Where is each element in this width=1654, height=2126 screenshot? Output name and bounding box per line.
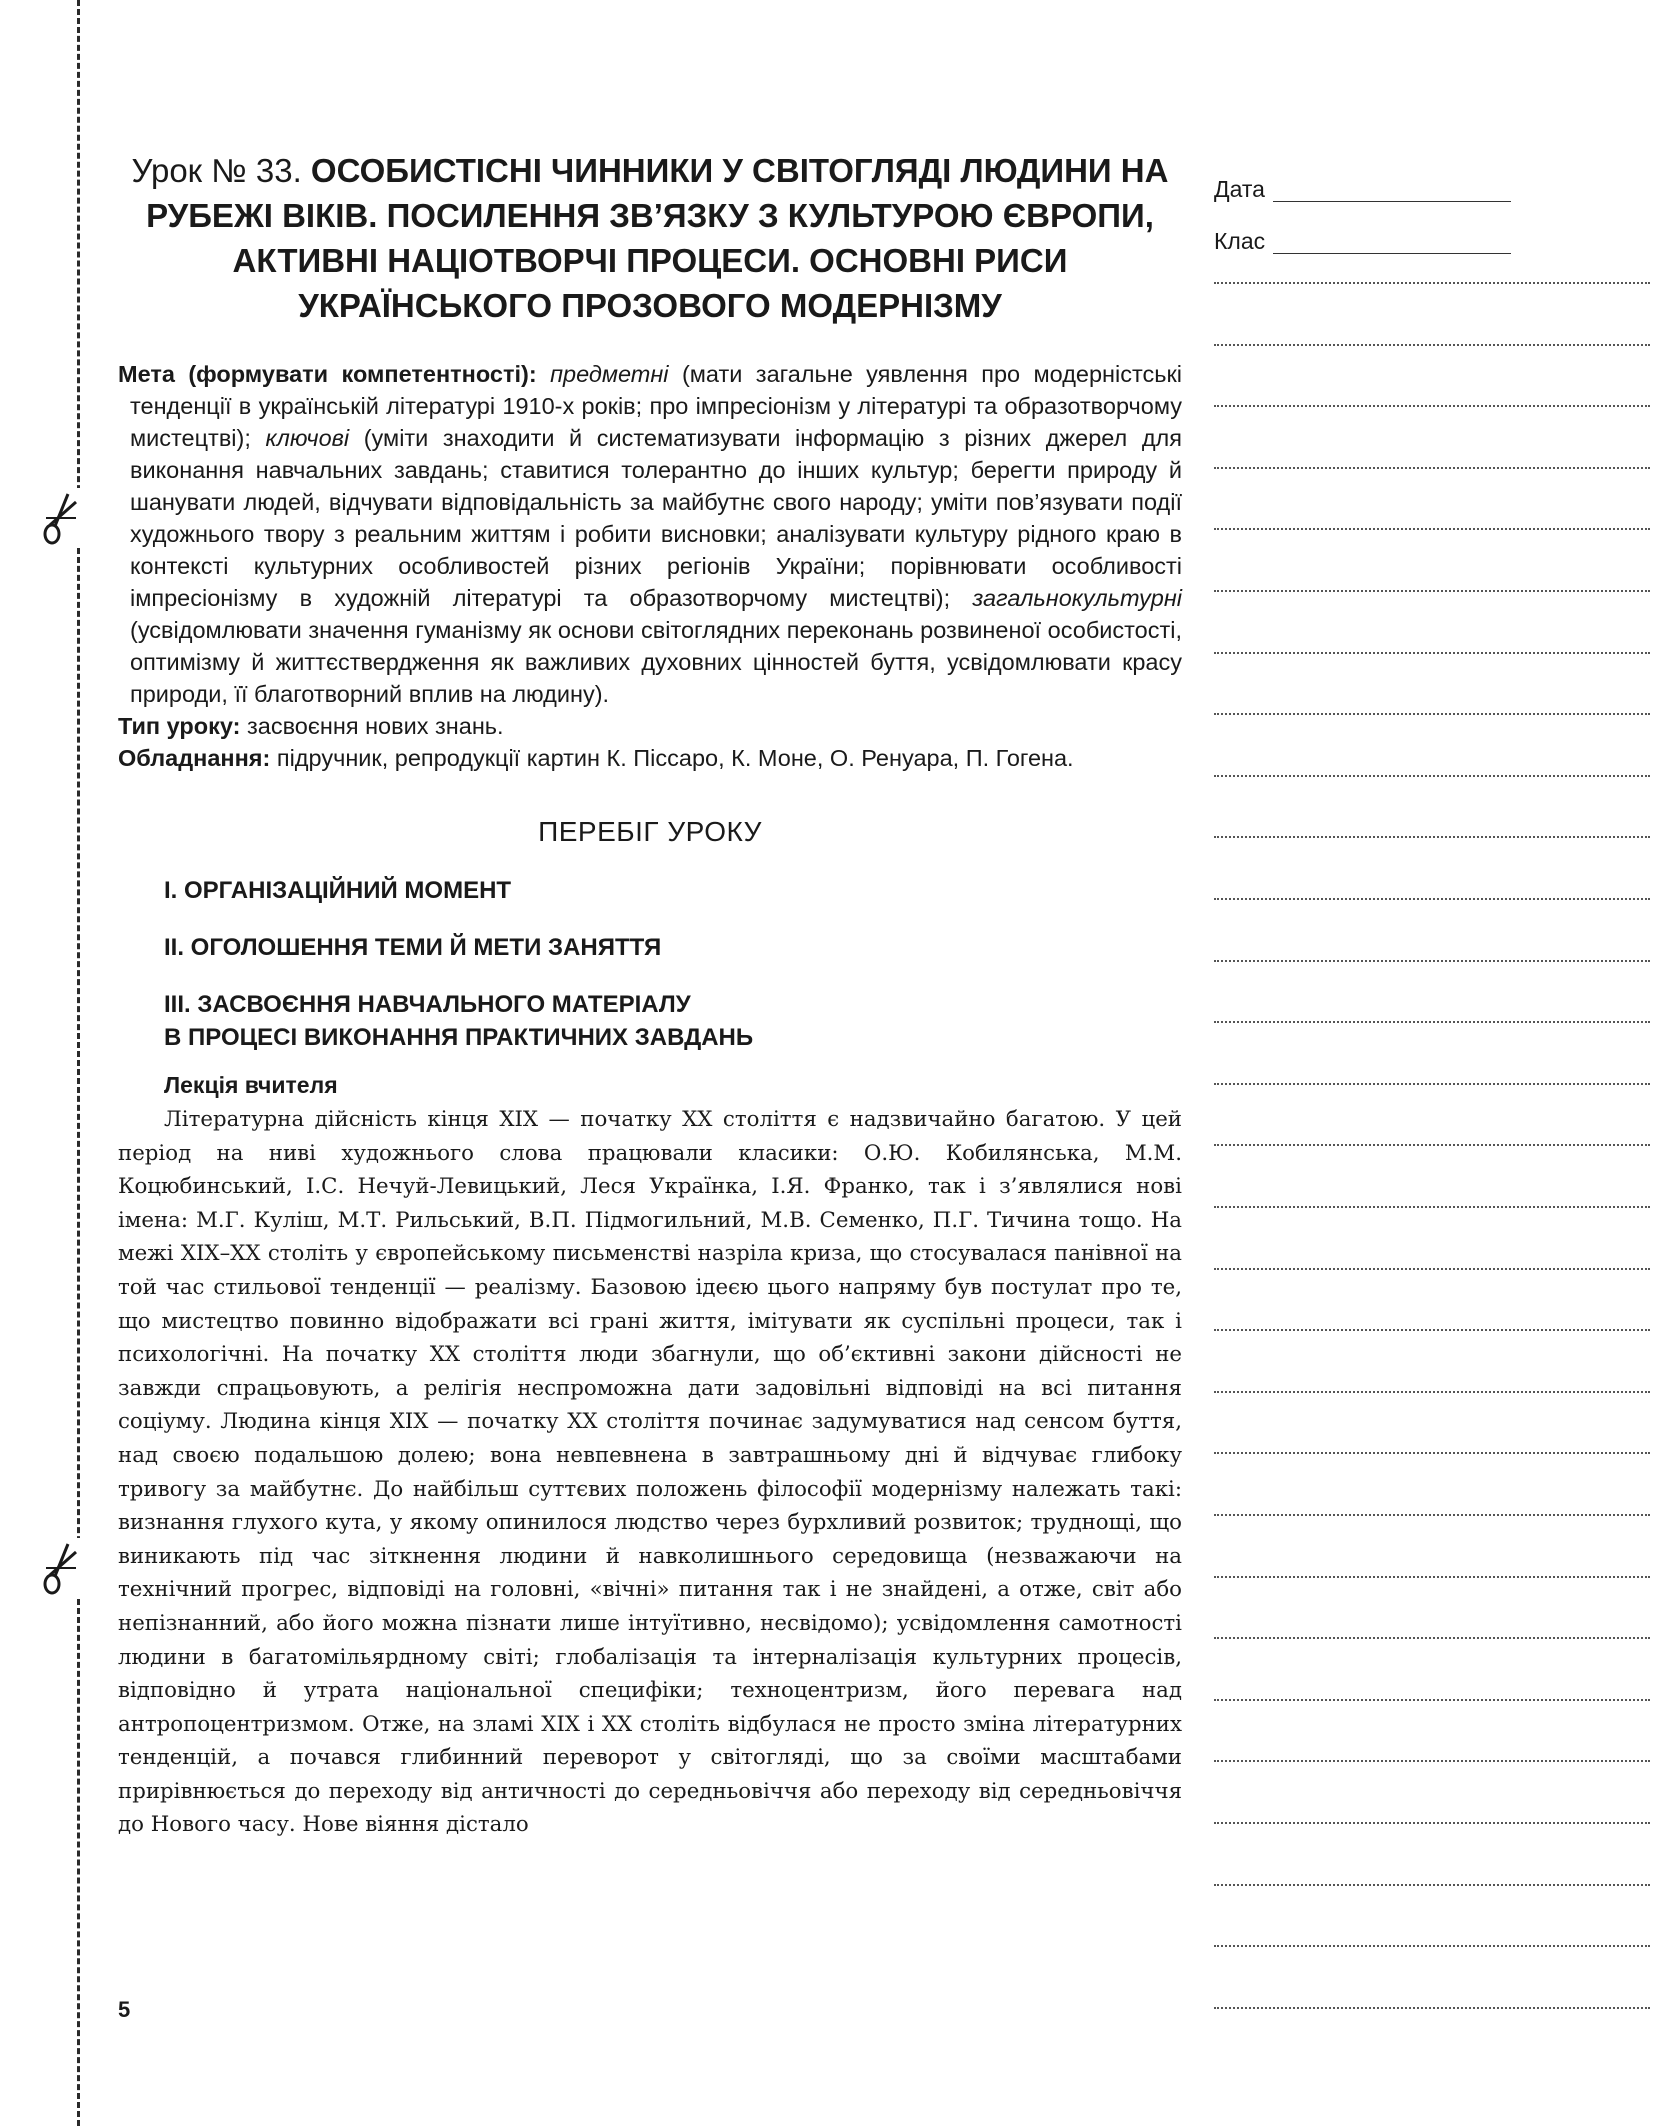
lesson-title-text: ОСОБИСТІСНІ ЧИННИКИ У СВІТОГЛЯДІ ЛЮДИНИ НА РУБЕЖІ ВІКІВ. ПОСИЛЕННЯ ЗВ’ЯЗКУ З КУЛЬТУРОЮ ЄВРОПИ, АКТИВНІ НАЦІОТВОРЧІ ПРОЦЕСИ. ОСНОВНІ РИСИ УКРАЇНСЬКОГО ПРОЗОВОГО МОДЕРНІЗМУ [146, 152, 1169, 324]
general-text: (усвідомлювати значення гуманізму як основи світоглядних переконань розвиненої особистості, оптимізму й життєствердження як важливих духовних цінностей буття, усвідомлювати красу природи, її благотворний вплив на людину). [130, 617, 1182, 707]
note-line[interactable] [1214, 1144, 1650, 1146]
note-line[interactable] [1214, 467, 1650, 469]
note-line[interactable] [1214, 282, 1650, 284]
note-line[interactable] [1214, 344, 1650, 346]
note-line[interactable] [1214, 1391, 1650, 1393]
lesson-number: Урок № 33. [131, 152, 302, 189]
note-line[interactable] [1214, 590, 1650, 592]
goal-label: Мета (формувати компетентності): [118, 361, 537, 387]
equipment-label: Обладнання: [118, 745, 271, 771]
lesson-type [118, 710, 1182, 742]
date-label: Дата [1214, 176, 1265, 202]
section-organizational: І. ОРГАНІЗАЦІЙНИЙ МОМЕНТ [164, 877, 512, 904]
note-line[interactable] [1214, 405, 1650, 407]
goal-paragraph [118, 358, 1182, 710]
scissors-icon [38, 1538, 84, 1598]
class-label: Клас [1214, 228, 1266, 254]
note-line[interactable] [1214, 1822, 1650, 1824]
subject-label: предметні [550, 361, 669, 387]
cut-line [77, 0, 80, 2126]
class-field [1214, 202, 1654, 254]
section-material [164, 988, 1182, 1054]
type-label: Тип уроку: [118, 713, 241, 739]
type-text: засвоєння нових знань. [246, 713, 504, 739]
subject-text: (мати загальне уявлення про модерністські тенденції в українській літературі 1910-х років; про імпресіонізм у літературі та образотворчому мистецтві); [130, 361, 1183, 451]
note-line[interactable] [1214, 1514, 1650, 1516]
note-line[interactable] [1214, 1760, 1650, 1762]
section-topic: ІІ. ОГОЛОШЕННЯ ТЕМИ Й МЕТИ ЗАНЯТТЯ [164, 934, 662, 961]
note-line[interactable] [1214, 713, 1650, 715]
lesson-title [118, 148, 1182, 328]
note-line[interactable] [1214, 1452, 1650, 1454]
note-line[interactable] [1214, 1576, 1650, 1578]
note-line[interactable] [1214, 1884, 1650, 1886]
sidebar [1214, 150, 1654, 254]
note-line[interactable] [1214, 960, 1650, 962]
equipment [118, 742, 1182, 774]
date-blank[interactable] [1273, 179, 1511, 202]
note-line[interactable] [1214, 528, 1650, 530]
main-content [118, 148, 1182, 1842]
note-line[interactable] [1214, 2007, 1650, 2009]
note-line[interactable] [1214, 1699, 1650, 1701]
class-blank[interactable] [1273, 231, 1511, 254]
lesson-meta [118, 358, 1182, 774]
key-label: ключові [265, 425, 350, 451]
note-line[interactable] [1214, 1268, 1650, 1270]
course-heading: ПЕРЕБІГ УРОКУ [538, 816, 762, 847]
general-label: загальнокультурні [972, 585, 1183, 611]
lecture-text: Літературна дійсність кінця ХІХ — початку ХХ століття є надзвичайно багатою. У цей період на ниві художнього слова працювали класики: О.Ю. Кобилянська, М.М. Коцюбинський, І.С. Нечуй-Левицький, Леся Українка, І.Я. Франко, так і з’являлися нові імена: М.Г. Куліш, М.Т. Рильський, В.П. Підмогильний, М.В. Семенко, П.Г. Тичина тощо. На межі ХІХ–ХХ століть у європейському письменстві назріла криза, що стосувалася панівної на той час стильової тенденції — реалізму. Базовою ідеєю цього напряму був постулат про те, що мистецтво повинно відображати всі грані життя, імітувати як суспільні процеси, так і психологічні. На початку ХХ століття люди збагнули, що об’єктивні закони дійсності не завжди спрацьовують, а релігія неспроможна дати задовільні відповіді на всі питання соціуму. Людина кінця ХІХ — початку ХХ століття починає задумуватися над сенсом буття, над своєю подальшою долею; вона невпевнена в завтрашньому дні й відчуває глибоку тривогу за майбутнє. До найбільш суттєвих положень філософії модернізму належать такі: визнання глухого кута, у якому опинилося людство через бурхливий розвиток; труднощі, що виникають під час зіткнення людини й навколишнього середовища (незважаючи на технічний прогрес, відповіді на головні, «вічні» питання так і не знайдені, а отже, світ або непізнанний, або його можна пізнати лише інтуїтивно, несвідомо); усвідомлення самотності людини в багатомільярдному світі; глобалізація та інтерналізація культурних процесів, відповідно й утрата національної специфіки; техноцентризм, його перевага над антропоцентризмом. Отже, на зламі ХІХ і ХХ століть відбулася не просто зміна літературних тенденцій, а почався глибинний переворот у світогляді, що за своїми масштабами прирівнюється до переходу від античності до середньовіччя або переходу від середньовіччя до Нового часу. Нове віяння дістало [118, 1107, 1182, 1838]
section-material-line1: ІІІ. ЗАСВОЄННЯ НАВЧАЛЬНОГО МАТЕРІАЛУ [164, 991, 691, 1018]
note-line[interactable] [1214, 1637, 1650, 1639]
equipment-text: підручник, репродукції картин К. Піссаро, К. Моне, О. Ренуара, П. Гогена. [276, 745, 1074, 771]
date-field [1214, 150, 1654, 202]
note-line[interactable] [1214, 1329, 1650, 1331]
key-text: (уміти знаходити й систематизувати інформацію з різних джерел для виконання навчальних завдань; ставитися толерантно до інших культур; берегти природу й шанувати людей, відчувати відповідальність за майбутнє свого народу; уміти пов’язувати події художнього твору з реальним життям і робити висновки; аналізувати культуру рідного краю в контексті культурних особливостей різних регіонів України; порівнювати особливості імпресіонізму в художній літературі та образотворчому мистецтві); [130, 425, 1182, 611]
note-line[interactable] [1214, 775, 1650, 777]
scissors-icon [38, 488, 84, 548]
note-line[interactable] [1214, 836, 1650, 838]
note-line[interactable] [1214, 898, 1650, 900]
page-number: 5 [118, 1997, 131, 2022]
note-line[interactable] [1214, 1021, 1650, 1023]
note-line[interactable] [1214, 1945, 1650, 1947]
lecture-label: Лекція вчителя [164, 1072, 338, 1098]
note-line[interactable] [1214, 1206, 1650, 1208]
section-material-line2: В ПРОЦЕСІ ВИКОНАННЯ ПРАКТИЧНИХ ЗАВДАНЬ [164, 1024, 754, 1051]
note-line[interactable] [1214, 652, 1650, 654]
note-line[interactable] [1214, 1083, 1650, 1085]
